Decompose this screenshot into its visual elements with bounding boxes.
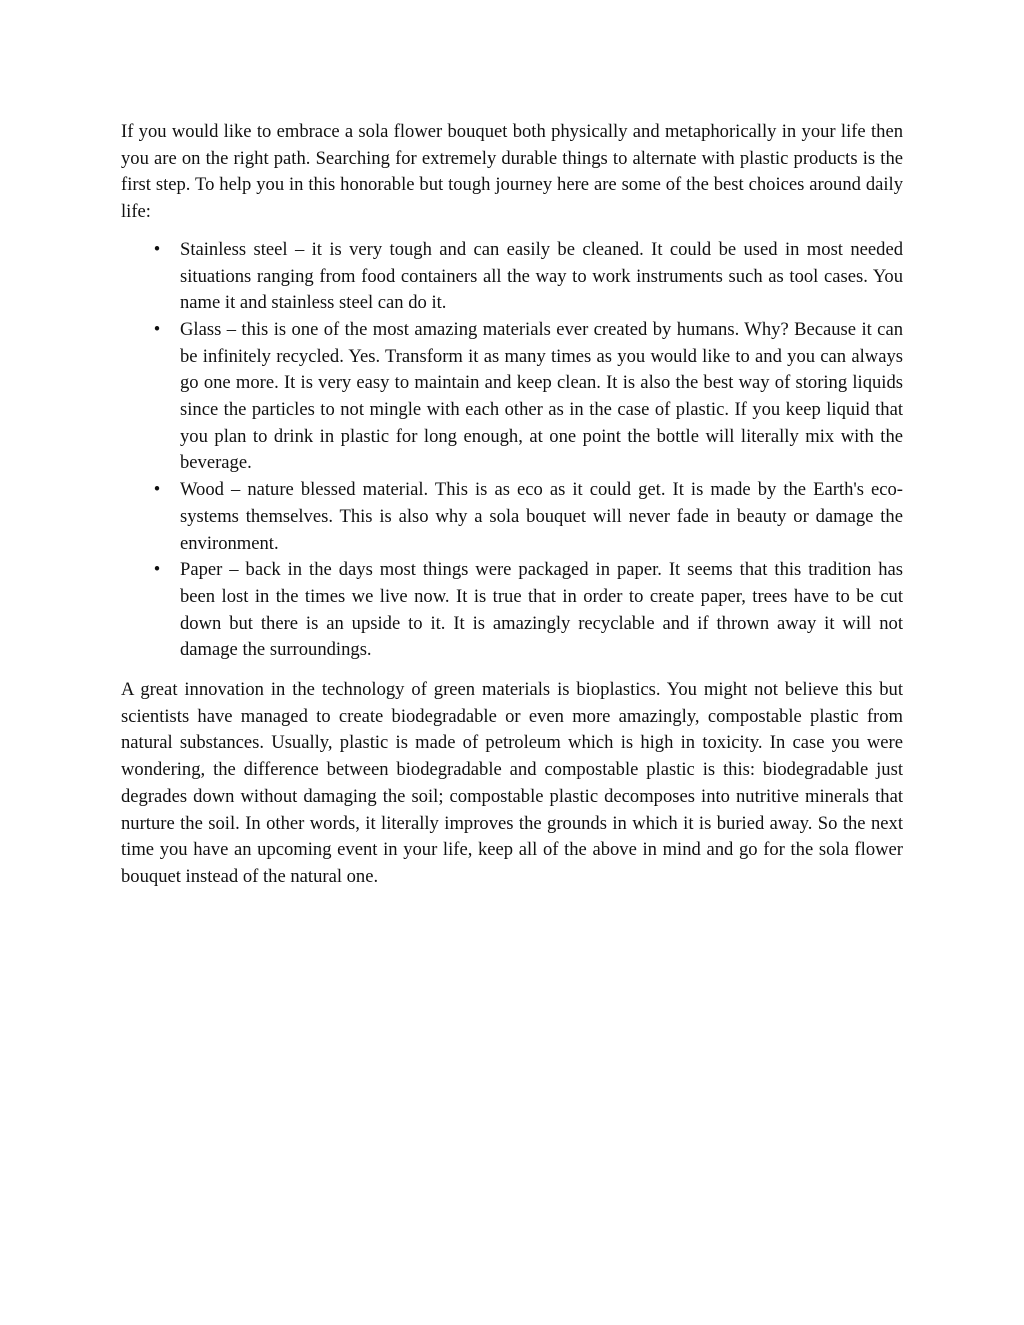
materials-list — [121, 237, 903, 664]
list-item-wood — [121, 477, 903, 557]
list-item-text: Stainless steel – it is very tough and can easily be cleaned. It could be used in most needed situations ranging from food containers all the way to work instruments such as tool cases. You name it and stainless steel can do it. — [180, 238, 903, 314]
bullet-icon: • — [153, 559, 161, 581]
list-item-stainless-steel — [121, 237, 903, 317]
list-item-glass — [121, 317, 903, 477]
bullet-icon: • — [153, 479, 161, 501]
document-body — [121, 119, 903, 891]
list-item-text: Paper – back in the days most things were packaged in paper. It seems that this tradition has been lost in the times we live now. It is true that in order to create paper, trees have to be cut down but there is an upside to it. It is amazingly recyclable and if thrown away it will not damage the surroundings. — [180, 559, 903, 661]
bullet-icon: • — [153, 318, 161, 340]
intro-paragraph: If you would like to embrace a sola flower bouquet both physically and metaphorically in your life then you are on the right path. Searching for extremely durable things to alternate with plastic products is the first step. To help you in this honorable but tough journey here are some of the best choices around daily life: — [121, 121, 903, 223]
closing-paragraph: A great innovation in the technology of green materials is bioplastics. You might not believe this but scientists have managed to create biodegradable or even more amazingly, compostable plastic from natural substances. Usually, plastic is made of petroleum which is high in toxicity. In case you were wondering, the difference between biodegradable and compostable plastic is this: biodegradable just degrades down without damaging the soil; compostable plastic decomposes into nutritive minerals that nurture the soil. In other words, it literally improves the grounds in which it is buried away. So the next time you have an upcoming event in your life, keep all of the above in mind and go for the sola flower bouquet instead of the natural one. — [121, 679, 903, 887]
list-item-text: Wood – nature blessed material. This is as eco as it could get. It is made by the Earth's eco-systems themselves. This is also why a sola bouquet will never fade in beauty or damage the environment. — [180, 479, 903, 554]
list-item-paper — [121, 557, 903, 664]
list-item-text: Glass – this is one of the most amazing materials ever created by humans. Why? Because it can be infinitely recycled. Yes. Transform it as many times as you would like to and you can always go one more. It is very easy to maintain and keep clean. It is also the best way of storing liquids since the particles to not mingle with each other as in the case of plastic. If you keep liquid that you plan to drink in plastic for long enough, at one point the bottle will literally mix with the beverage. — [180, 318, 903, 474]
bullet-icon: • — [153, 238, 161, 260]
